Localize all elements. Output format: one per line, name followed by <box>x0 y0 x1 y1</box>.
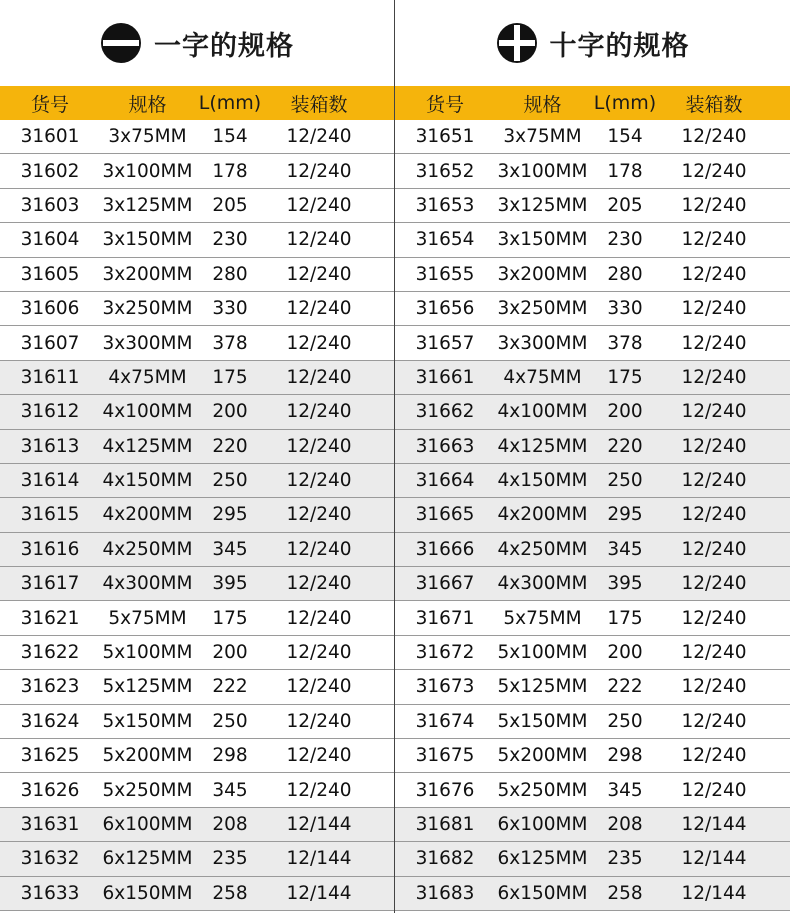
cell-item-no: 31657 <box>415 332 475 354</box>
cell-spec: 6x100MM <box>497 814 588 835</box>
cell-pack: 12/144 <box>286 882 352 904</box>
table-row <box>0 842 394 876</box>
header-spec: 规格 <box>128 93 167 116</box>
cell-spec: 4x125MM <box>102 435 193 457</box>
cell-item-no: 31613 <box>20 435 80 457</box>
table-row <box>395 636 790 670</box>
cell-pack: 12/240 <box>286 126 352 148</box>
table-row <box>395 258 790 292</box>
cell-spec: 4x250MM <box>497 538 588 560</box>
cell-spec: 5x100MM <box>497 642 588 664</box>
table-row <box>0 808 394 842</box>
cell-item-no: 31681 <box>415 814 475 835</box>
cell-item-no: 31683 <box>415 882 475 904</box>
cell-pack: 12/240 <box>681 366 747 388</box>
cell-item-no: 31664 <box>415 470 475 492</box>
cell-spec: 4x75MM <box>503 366 582 388</box>
cell-pack: 12/240 <box>681 470 747 492</box>
table-row <box>395 877 790 911</box>
cell-spec: 3x250MM <box>497 298 588 320</box>
cell-length: 200 <box>212 642 248 664</box>
cell-item-no: 31621 <box>20 607 80 629</box>
cell-spec: 3x100MM <box>102 160 193 182</box>
table-row <box>395 498 790 532</box>
table-row <box>0 258 394 292</box>
header-spec: 规格 <box>523 93 562 116</box>
cell-length: 258 <box>607 882 643 904</box>
cell-spec: 5x125MM <box>102 676 193 698</box>
table-row <box>0 636 394 670</box>
cell-pack: 12/240 <box>286 504 352 526</box>
cell-pack: 12/240 <box>681 160 747 182</box>
cell-pack: 12/240 <box>286 573 352 595</box>
cell-spec: 5x75MM <box>108 607 187 629</box>
table-row <box>395 464 790 498</box>
cell-spec: 4x75MM <box>108 366 187 388</box>
cell-pack: 12/240 <box>681 332 747 354</box>
cell-pack: 12/240 <box>681 710 747 732</box>
cell-spec: 3x150MM <box>102 229 193 251</box>
cell-item-no: 31666 <box>415 538 475 560</box>
cell-length: 208 <box>212 814 248 835</box>
cell-pack: 12/240 <box>681 401 747 423</box>
cell-spec: 4x200MM <box>497 504 588 526</box>
cell-length: 222 <box>607 676 643 698</box>
cell-item-no: 31674 <box>415 710 475 732</box>
table-row <box>395 395 790 429</box>
cell-item-no: 31654 <box>415 229 475 251</box>
table-row <box>0 601 394 635</box>
cell-length: 205 <box>607 194 643 216</box>
cell-spec: 4x100MM <box>102 401 193 423</box>
cell-spec: 4x200MM <box>102 504 193 526</box>
cell-length: 220 <box>212 435 248 457</box>
table-row <box>0 430 394 464</box>
cell-item-no: 31632 <box>20 848 80 870</box>
cell-pack: 12/240 <box>286 538 352 560</box>
cell-item-no: 31606 <box>20 298 80 320</box>
cell-length: 378 <box>607 332 643 354</box>
cell-length: 298 <box>607 745 643 767</box>
cell-item-no: 31601 <box>20 126 80 148</box>
table-row <box>395 567 790 601</box>
cell-item-no: 31676 <box>415 779 475 801</box>
slotted-screwdriver-icon <box>100 22 142 64</box>
cell-pack: 12/240 <box>286 401 352 423</box>
table-row <box>0 361 394 395</box>
cell-pack: 12/240 <box>681 298 747 320</box>
cell-spec: 5x75MM <box>503 607 582 629</box>
cell-spec: 5x150MM <box>497 710 588 732</box>
cell-length: 230 <box>212 229 248 251</box>
table-row <box>0 773 394 807</box>
table-row <box>395 705 790 739</box>
cell-length: 295 <box>212 504 248 526</box>
cell-spec: 3x250MM <box>102 298 193 320</box>
cell-item-no: 31622 <box>20 642 80 664</box>
cell-pack: 12/144 <box>681 814 747 835</box>
cell-spec: 4x125MM <box>497 435 588 457</box>
cell-length: 258 <box>212 882 248 904</box>
cell-spec: 3x200MM <box>497 263 588 285</box>
cell-pack: 12/240 <box>286 710 352 732</box>
cell-pack: 12/240 <box>681 504 747 526</box>
cell-spec: 3x125MM <box>102 194 193 216</box>
table-row <box>0 705 394 739</box>
table-row <box>395 120 790 154</box>
cell-spec: 5x100MM <box>102 642 193 664</box>
cell-length: 222 <box>212 676 248 698</box>
table-row <box>0 533 394 567</box>
cell-spec: 3x300MM <box>102 332 193 354</box>
cell-length: 175 <box>607 366 643 388</box>
cell-pack: 12/240 <box>681 126 747 148</box>
table-row <box>395 223 790 257</box>
table-header <box>395 86 790 120</box>
cell-length: 280 <box>212 263 248 285</box>
cell-pack: 12/240 <box>286 332 352 354</box>
table-row <box>0 464 394 498</box>
cell-length: 378 <box>212 332 248 354</box>
cell-item-no: 31653 <box>415 194 475 216</box>
cell-item-no: 31656 <box>415 298 475 320</box>
table-row <box>395 533 790 567</box>
cell-pack: 12/240 <box>286 607 352 629</box>
table-row <box>0 326 394 360</box>
cell-pack: 12/240 <box>286 298 352 320</box>
cell-length: 200 <box>607 642 643 664</box>
header-item-no: 货号 <box>30 93 69 116</box>
cell-pack: 12/144 <box>286 848 352 870</box>
cell-pack: 12/144 <box>286 814 352 835</box>
cell-length: 250 <box>607 710 643 732</box>
cell-length: 330 <box>607 298 643 320</box>
cell-length: 178 <box>607 160 643 182</box>
cell-item-no: 31651 <box>415 126 475 148</box>
cell-item-no: 31625 <box>20 745 80 767</box>
cell-pack: 12/240 <box>681 194 747 216</box>
cell-item-no: 31607 <box>20 332 80 354</box>
cell-item-no: 31672 <box>415 642 475 664</box>
table-row <box>395 189 790 223</box>
cell-length: 178 <box>212 160 248 182</box>
table-row <box>395 154 790 188</box>
table-row <box>395 292 790 326</box>
cell-item-no: 31671 <box>415 607 475 629</box>
cell-spec: 4x100MM <box>497 401 588 423</box>
cell-length: 250 <box>212 710 248 732</box>
cell-length: 235 <box>607 848 643 870</box>
cell-length: 250 <box>607 470 643 492</box>
cell-item-no: 31675 <box>415 745 475 767</box>
cell-spec: 3x150MM <box>497 229 588 251</box>
cell-spec: 6x150MM <box>497 882 588 904</box>
cell-pack: 12/240 <box>286 435 352 457</box>
cell-item-no: 31616 <box>20 538 80 560</box>
cell-length: 330 <box>212 298 248 320</box>
cell-pack: 12/240 <box>286 470 352 492</box>
cell-pack: 12/240 <box>681 745 747 767</box>
cell-item-no: 31673 <box>415 676 475 698</box>
cell-item-no: 31615 <box>20 504 80 526</box>
table-row <box>395 326 790 360</box>
cell-spec: 3x200MM <box>102 263 193 285</box>
cell-spec: 3x75MM <box>503 126 582 148</box>
cell-item-no: 31631 <box>20 814 80 835</box>
table-row <box>0 567 394 601</box>
cell-item-no: 31633 <box>20 882 80 904</box>
cell-item-no: 31623 <box>20 676 80 698</box>
cell-pack: 12/240 <box>286 366 352 388</box>
header-item-no: 货号 <box>425 93 464 116</box>
cell-item-no: 31617 <box>20 573 80 595</box>
table-row <box>0 498 394 532</box>
table-body <box>0 120 394 911</box>
cell-item-no: 31626 <box>20 779 80 801</box>
cell-spec: 5x200MM <box>497 745 588 767</box>
table-row <box>0 739 394 773</box>
table-row <box>0 120 394 154</box>
cell-item-no: 31604 <box>20 229 80 251</box>
table-row <box>0 292 394 326</box>
table-row <box>395 670 790 704</box>
phillips-screwdriver-icon <box>496 22 538 64</box>
cell-length: 154 <box>212 126 248 148</box>
cell-length: 230 <box>607 229 643 251</box>
cell-pack: 12/240 <box>286 676 352 698</box>
panel-title-bar <box>0 0 394 86</box>
cell-spec: 4x150MM <box>497 470 588 492</box>
cell-spec: 5x250MM <box>102 779 193 801</box>
cell-length: 175 <box>607 607 643 629</box>
cell-pack: 12/240 <box>286 263 352 285</box>
cell-spec: 6x100MM <box>102 814 193 835</box>
cell-pack: 12/240 <box>681 435 747 457</box>
cell-length: 220 <box>607 435 643 457</box>
cell-length: 345 <box>607 538 643 560</box>
cell-item-no: 31652 <box>415 160 475 182</box>
cell-length: 154 <box>607 126 643 148</box>
cell-item-no: 31624 <box>20 710 80 732</box>
cell-item-no: 31602 <box>20 160 80 182</box>
cell-length: 345 <box>607 779 643 801</box>
cell-length: 208 <box>607 814 643 835</box>
table-header <box>0 86 394 120</box>
cell-length: 200 <box>607 401 643 423</box>
cell-pack: 12/240 <box>681 779 747 801</box>
cell-item-no: 31614 <box>20 470 80 492</box>
cell-pack: 12/240 <box>286 229 352 251</box>
cell-pack: 12/240 <box>681 538 747 560</box>
cell-length: 175 <box>212 366 248 388</box>
cell-spec: 5x200MM <box>102 745 193 767</box>
cell-pack: 12/240 <box>681 229 747 251</box>
cell-length: 280 <box>607 263 643 285</box>
table-row <box>0 154 394 188</box>
table-body <box>395 120 790 911</box>
panel-title: 一字的规格 <box>154 30 294 62</box>
table-row <box>395 739 790 773</box>
table-row <box>395 773 790 807</box>
table-row <box>0 395 394 429</box>
cell-item-no: 31663 <box>415 435 475 457</box>
table-row <box>0 670 394 704</box>
cell-spec: 4x250MM <box>102 538 193 560</box>
table-row <box>395 601 790 635</box>
cell-length: 395 <box>607 573 643 595</box>
cell-spec: 4x150MM <box>102 470 193 492</box>
cell-spec: 3x125MM <box>497 194 588 216</box>
cell-length: 295 <box>607 504 643 526</box>
cell-length: 175 <box>212 607 248 629</box>
cell-pack: 12/240 <box>286 160 352 182</box>
cell-pack: 12/144 <box>681 848 747 870</box>
cell-item-no: 31682 <box>415 848 475 870</box>
cell-pack: 12/240 <box>286 642 352 664</box>
cell-spec: 5x250MM <box>497 779 588 801</box>
cell-pack: 12/240 <box>681 263 747 285</box>
cell-pack: 12/240 <box>681 642 747 664</box>
cell-spec: 6x125MM <box>497 848 588 870</box>
cell-length: 235 <box>212 848 248 870</box>
cell-item-no: 31662 <box>415 401 475 423</box>
header-length: L(mm) <box>593 92 657 114</box>
table-row <box>0 189 394 223</box>
cell-spec: 5x150MM <box>102 710 193 732</box>
header-pack: 装箱数 <box>685 93 743 116</box>
cell-pack: 12/144 <box>681 882 747 904</box>
cell-length: 250 <box>212 470 248 492</box>
cell-pack: 12/240 <box>681 607 747 629</box>
table-row <box>395 808 790 842</box>
panel-title-bar <box>395 0 790 86</box>
cell-item-no: 31655 <box>415 263 475 285</box>
cell-item-no: 31605 <box>20 263 80 285</box>
table-row <box>395 842 790 876</box>
cell-spec: 4x300MM <box>102 573 193 595</box>
header-length: L(mm) <box>198 92 262 114</box>
cell-pack: 12/240 <box>286 779 352 801</box>
cell-item-no: 31611 <box>20 366 80 388</box>
cell-length: 298 <box>212 745 248 767</box>
cell-length: 200 <box>212 401 248 423</box>
panel-title: 十字的规格 <box>549 30 690 62</box>
cell-item-no: 31667 <box>415 573 475 595</box>
header-pack: 装箱数 <box>290 93 348 116</box>
cell-spec: 4x300MM <box>497 573 588 595</box>
cell-spec: 6x150MM <box>102 882 193 904</box>
table-row <box>395 361 790 395</box>
phillips-spec-panel <box>395 0 790 913</box>
cell-item-no: 31612 <box>20 401 80 423</box>
cell-spec: 5x125MM <box>497 676 588 698</box>
cell-length: 345 <box>212 538 248 560</box>
cell-item-no: 31665 <box>415 504 475 526</box>
cell-item-no: 31603 <box>20 194 80 216</box>
cell-spec: 3x75MM <box>108 126 187 148</box>
cell-item-no: 31661 <box>415 366 475 388</box>
table-row <box>395 430 790 464</box>
table-row <box>0 877 394 911</box>
cell-length: 205 <box>212 194 248 216</box>
cell-length: 395 <box>212 573 248 595</box>
cell-pack: 12/240 <box>286 745 352 767</box>
cell-spec: 3x300MM <box>497 332 588 354</box>
cell-spec: 3x100MM <box>497 160 588 182</box>
cell-pack: 12/240 <box>681 676 747 698</box>
cell-spec: 6x125MM <box>102 848 193 870</box>
table-row <box>0 223 394 257</box>
cell-pack: 12/240 <box>681 573 747 595</box>
cell-pack: 12/240 <box>286 194 352 216</box>
cell-length: 345 <box>212 779 248 801</box>
